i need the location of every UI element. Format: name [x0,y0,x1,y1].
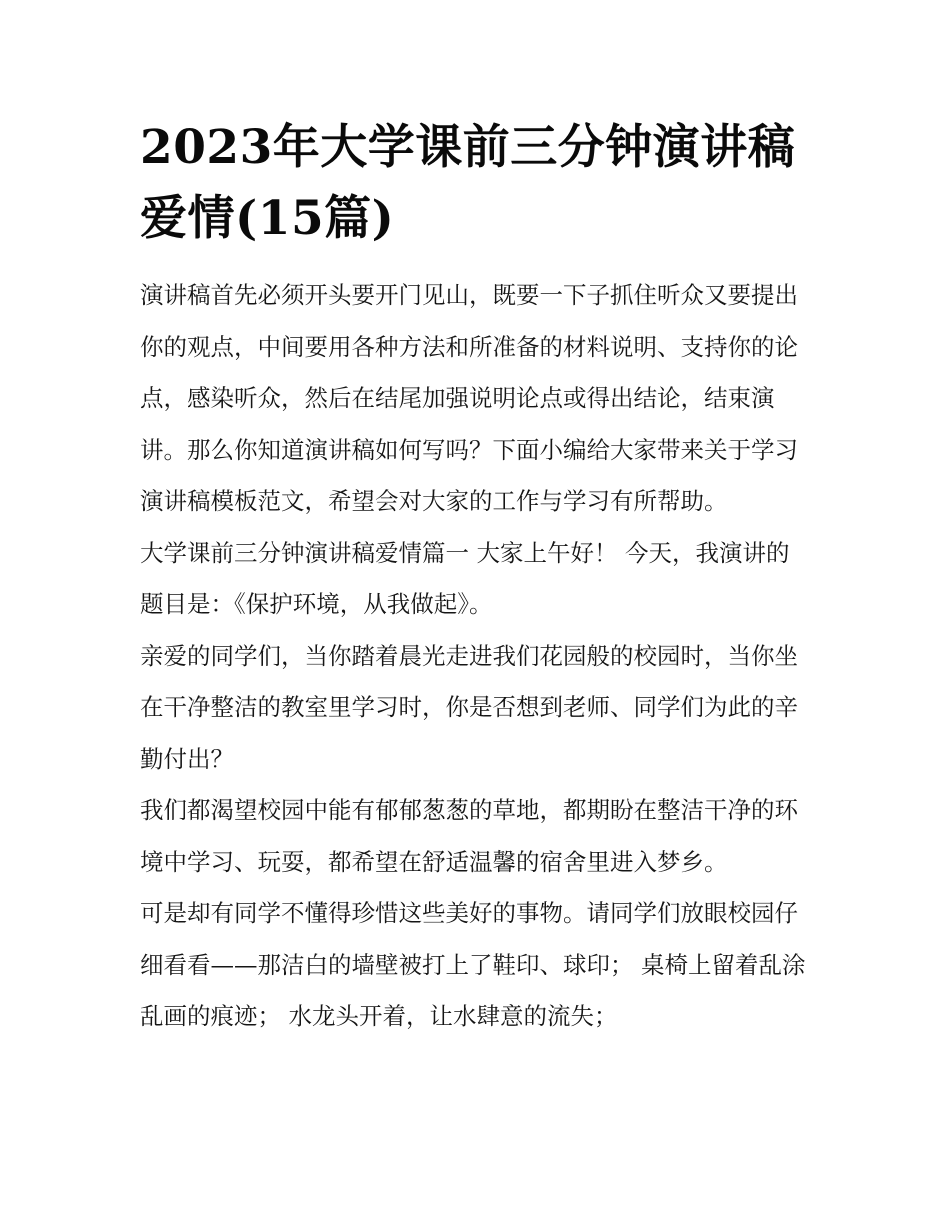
document-body [140,112,812,1043]
paragraph-campus: 亲爱的同学们，当你踏着晨光走进我们花园般的校园时，当你坐在干净整洁的教室里学习时，你是否想到老师、同学们为此的辛勤付出？ [140,641,798,773]
paragraph-intro: 演讲稿首先必须开头要开门见山，既要一下子抓住听众又要提出你的观点，中间要用各种方法和所准备的材料说明、支持你的论点，感染听众，然后在结尾加强说明论点或得出结论，结束演讲。那么你知道演讲稿如何写吗？下面小编给大家带来关于学习演讲稿模板范文，希望会对大家的工作与学习有所帮助。 [140,281,798,515]
title-line-2: 爱情(15篇) [140,191,395,246]
document-title [140,112,812,254]
paragraph-speech-opening: 大学课前三分钟演讲稿爱情篇一 大家上午好！ 今天，我演讲的题目是：《保护环境，从我做起》。 [140,538,790,618]
title-line-1: 2023年大学课前三分钟演讲稿 [140,120,796,175]
paragraph-problem: 可是却有同学不懂得珍惜这些美好的事物。请同学们放眼校园仔细看看——那洁白的墙壁被打上了鞋印、球印； 桌椅上留着乱涂乱画的痕迹； 水龙头开着，让水肆意的流失； [140,899,806,1030]
paragraph-wish: 我们都渴望校园中能有郁郁葱葱的草地，都期盼在整洁干净的环境中学习、玩耍，都希望在舒适温馨的宿舍里进入梦乡。 [140,796,798,876]
